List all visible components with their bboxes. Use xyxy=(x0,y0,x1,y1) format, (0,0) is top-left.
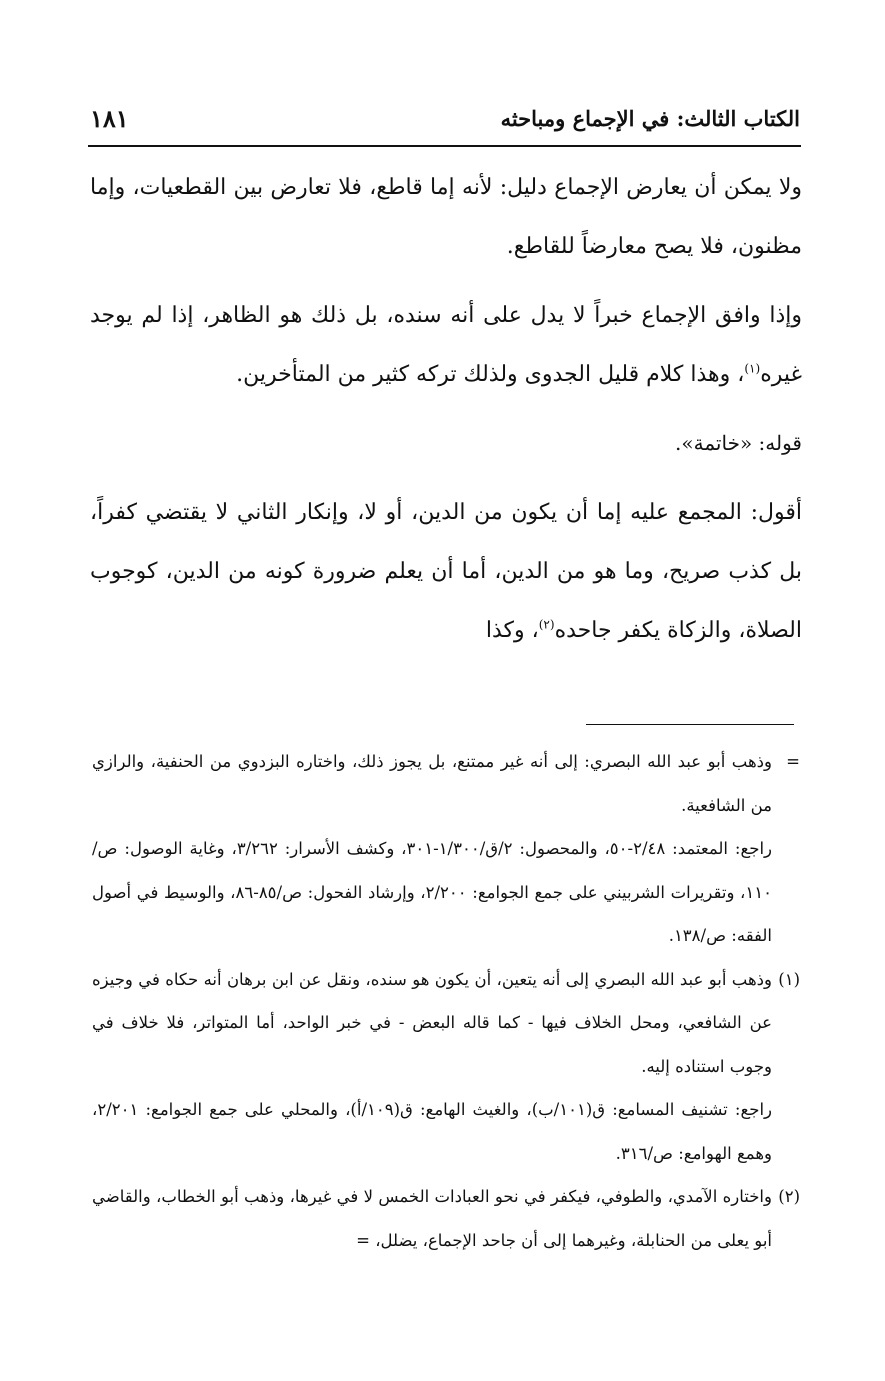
footnote-separator xyxy=(586,724,794,725)
paragraph-4-text-b: ، وكذا xyxy=(485,618,539,643)
footnote-continuation-body xyxy=(92,740,772,958)
footnote-1-body xyxy=(92,958,772,1176)
footnote-1-text: وذهب أبو عبد الله البصري إلى أنه يتعين، أن يكون هو سنده، ونقل عن ابن برهان أنه حكاه في وجيزه عن الشافعي، ومحل الخلاف فيها - كما قاله البعض - في خبر الواحد، أما المتواتر، فلا خلاف في وجوب استناده إليه. xyxy=(92,969,772,1076)
paragraph-2-text-b: ، وهذا كلام قليل الجدوى ولذلك تركه كثير من المتأخرين. xyxy=(236,362,745,387)
footnote-ref-1: (١) xyxy=(744,361,761,376)
footnotes xyxy=(92,740,800,1262)
continuation-marker: = xyxy=(786,752,800,771)
main-text xyxy=(90,158,802,670)
chapter-title: الكتاب الثالث: في الإجماع ومباحثه xyxy=(500,105,800,131)
footnote-1-marker: (١) xyxy=(778,969,800,989)
paragraph-4 xyxy=(90,483,802,660)
footnote-1-refs: راجع: تشنيف المسامع: ق(١٠١/ب)، والغيث الهامع: ق(١٠٩/أ)، والمحلي على جمع الجوامع: ٢/٢٠١، وهمع الهوامع: ص/٣١٦. xyxy=(92,1100,772,1163)
footnote-2-marker: (٢) xyxy=(778,1187,800,1206)
paragraph-3: قوله: «خاتمة». xyxy=(675,431,802,455)
footnote-2-text: واختاره الآمدي، والطوفي، فيكفر في نحو العبادات الخمس لا في غيرها، وذهب أبو الخطاب، والقاضي أبو يعلى من الحنابلة، وغيرهما إلى أن جاحد الإجماع، يضلل، = xyxy=(92,1187,772,1250)
paragraph-1: ولا يمكن أن يعارض الإجماع دليل: لأنه إما قاطع، فلا تعارض بين القطعيات، وإما مظنون، فلا يصح معارضاً للقاطع. xyxy=(90,175,802,259)
paragraph-2-text-a: وإذا وافق الإجماع خبراً لا يدل على أنه سنده، بل ذلك هو الظاهر، إذا لم يوجد غيره xyxy=(90,303,802,387)
page-number: ١٨١ xyxy=(90,103,129,133)
footnote-continuation xyxy=(92,740,800,958)
footnote-ref-2: (٢) xyxy=(538,617,555,632)
paragraph-4-text-a: أقول: المجمع عليه إما أن يكون من الدين، أو لا، وإنكار الثاني لا يقتضي كفراً، بل كذب صريح، وما هو من الدين، أما أن يعلم ضرورة كونه من الدين، كوجوب الصلاة، والزكاة يكفر جاحده xyxy=(90,500,802,643)
footnote-continuation-text: وذهب أبو عبد الله البصري: إلى أنه غير ممتنع، بل يجوز ذلك، واختاره البزدوي من الحنفية، والرازي من الشافعية. xyxy=(92,752,772,815)
footnote-continuation-refs: راجع: المعتمد: ٢/٤٨-٥٠، والمحصول: ٢/ق/١/٣٠٠-٣٠١، وكشف الأسرار: ٣/٢٦٢، وغاية الوصول: ص/١١٠، وتقريرات الشربيني على جمع الجوامع: ٢/٢٠٠، وإرشاد الفحول: ص/٨٥-٨٦، والوسيط في أصول الفقه: ص/١٣٨. xyxy=(92,839,772,945)
paragraph-2 xyxy=(90,286,802,404)
footnote-1 xyxy=(92,958,800,1176)
header-rule xyxy=(88,145,801,147)
running-header xyxy=(90,96,800,140)
footnote-2 xyxy=(92,1175,800,1262)
